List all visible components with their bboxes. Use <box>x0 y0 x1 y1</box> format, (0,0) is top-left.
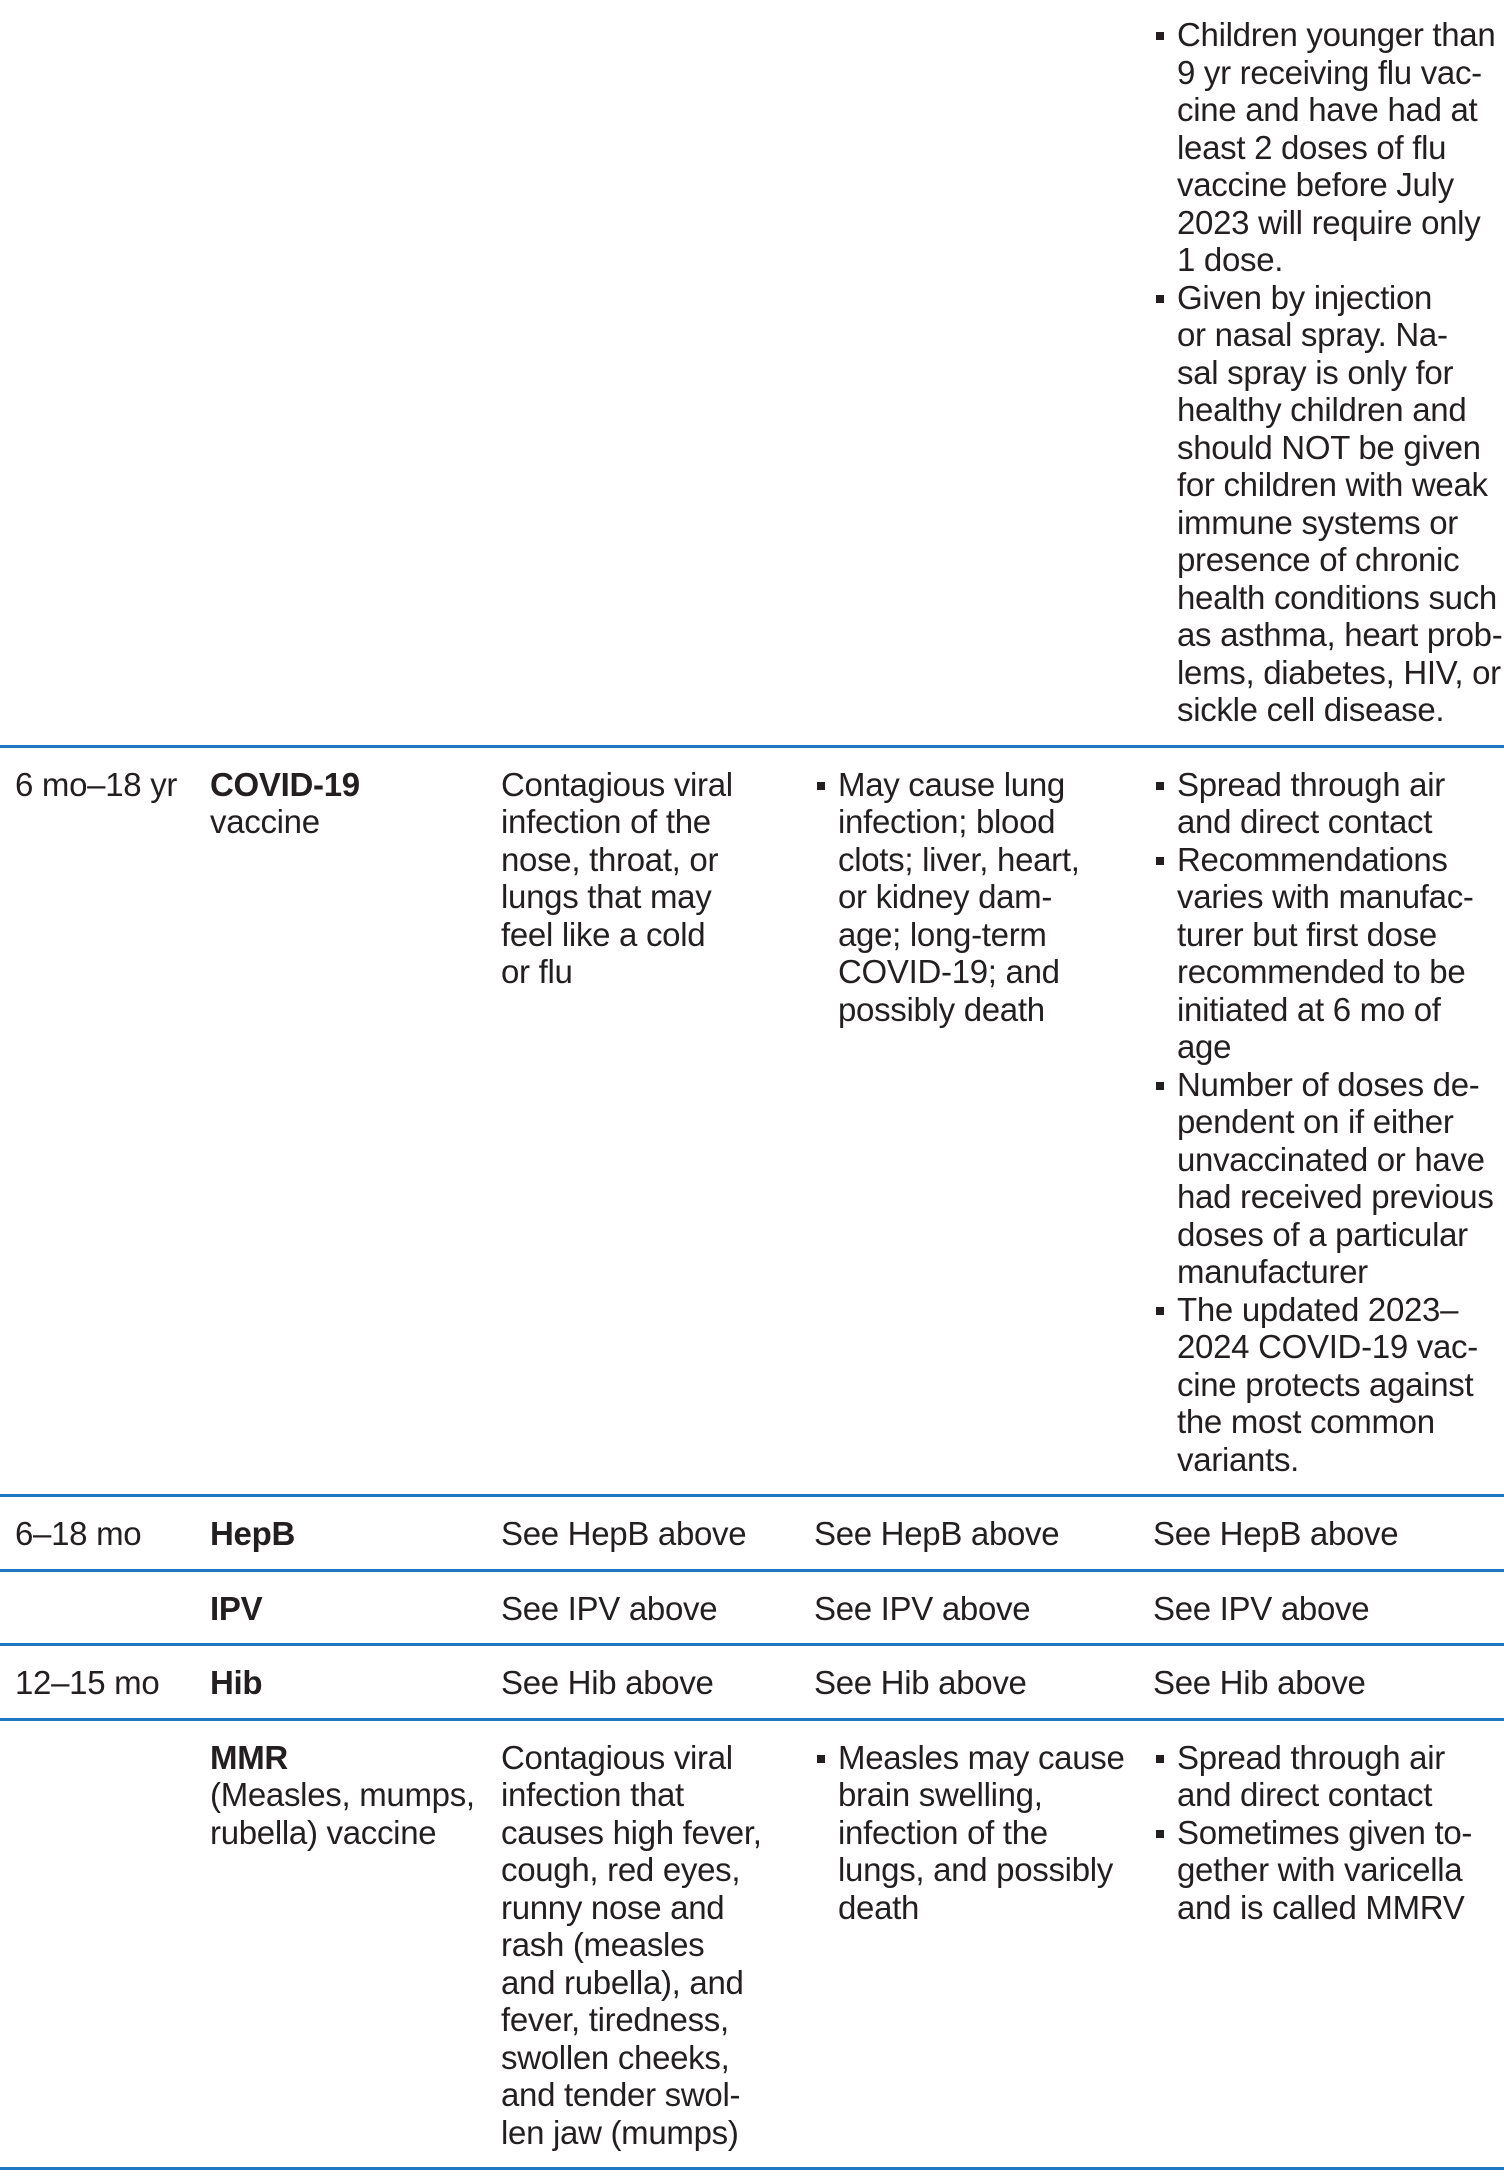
text-line: 9 yr receiving flu vac- <box>1177 53 1482 91</box>
text-line: or kidney dam- <box>838 878 1053 915</box>
notes-list <box>1153 766 1504 1479</box>
bullet-item <box>1153 1066 1504 1291</box>
text-line: and direct contact <box>1177 1776 1433 1813</box>
bullet-item <box>1153 1814 1504 1927</box>
vaccine-cell <box>195 1719 501 2169</box>
age-cell: 6–18 mo <box>0 1496 195 1571</box>
text-line: and direct contact <box>1177 803 1433 840</box>
text-line: brain swelling, <box>838 1776 1043 1813</box>
text-line: immune systems or <box>1177 503 1458 541</box>
vaccine-name: COVID-19 <box>210 765 360 803</box>
complications-cell <box>814 746 1153 1496</box>
text-line: clots; liver, heart, <box>838 840 1080 878</box>
notes-cell <box>1153 0 1504 746</box>
complications-list <box>814 766 1153 1029</box>
vaccine-cell <box>195 1645 501 1720</box>
age-cell <box>0 1570 195 1645</box>
text-line: Spread through air <box>1177 765 1445 803</box>
text-line: causes high fever, <box>501 1813 762 1851</box>
age-cell: 6 mo–18 yr <box>0 746 195 1496</box>
table-row <box>0 1496 1504 1571</box>
text-line: and rubella), and <box>501 1963 744 2001</box>
text-line: sickle cell disease. <box>1177 691 1445 728</box>
text-line: rash (measles <box>501 1926 705 1963</box>
text-line: Contagious viral <box>501 765 733 803</box>
text-line: Given by injection <box>1177 278 1433 316</box>
text-line: Recommendations <box>1177 840 1448 878</box>
text-line: Spread through air <box>1177 1738 1445 1776</box>
text-line: fever, tiredness, <box>501 2001 729 2038</box>
notes-cell <box>1153 746 1504 1496</box>
disease-cell <box>501 746 814 1496</box>
text-line: cine protects against <box>1177 1365 1474 1403</box>
text-line: presence of chronic <box>1177 541 1460 578</box>
vaccine-cell <box>195 746 501 1496</box>
text-line: least 2 doses of flu <box>1177 128 1447 166</box>
text-line: should NOT be given <box>1177 428 1481 466</box>
table-row <box>0 1719 1504 2169</box>
text-line: for children with weak <box>1177 466 1488 503</box>
text-line: or nasal spray. Na- <box>1177 316 1448 353</box>
text-line: The updated 2023– <box>1177 1290 1459 1328</box>
table-row <box>0 0 1504 746</box>
complications-cell: See HepB above <box>814 1496 1153 1571</box>
vaccine-cell <box>195 1496 501 1571</box>
table-row <box>0 1645 1504 1720</box>
text-line: initiated at 6 mo of <box>1177 990 1441 1028</box>
bullet-item <box>814 766 1153 1029</box>
bullet-item <box>1153 841 1504 1066</box>
complications-cell <box>814 1719 1153 2169</box>
text-line: manufacturer <box>1177 1253 1368 1290</box>
text-line: had received previous <box>1177 1178 1494 1215</box>
text-line: sal spray is only for <box>1177 353 1454 391</box>
text-line: varies with manufac- <box>1177 878 1474 915</box>
text-line: vaccine <box>210 803 320 840</box>
text-line: pendent on if either <box>1177 1103 1454 1140</box>
text-line: the most common <box>1177 1403 1435 1440</box>
table-row <box>0 1570 1504 1645</box>
notes-cell: See HepB above <box>1153 1496 1504 1571</box>
bullet-item <box>1153 16 1504 279</box>
bullet-item <box>1153 1739 1504 1814</box>
text-line: Children younger than <box>1177 16 1496 53</box>
text-line: age <box>1177 1028 1232 1065</box>
text-line: 2023 will require only <box>1177 203 1481 241</box>
text-line: feel like a cold <box>501 915 706 953</box>
text-line: healthy children and <box>1177 391 1467 428</box>
text-line: infection of the <box>501 803 711 840</box>
text-line: (Measles, mumps, <box>210 1776 475 1813</box>
text-line: gether with varicella <box>1177 1851 1463 1888</box>
complications-cell <box>814 0 1153 746</box>
disease-cell <box>501 1719 814 2169</box>
disease-cell: See HepB above <box>501 1496 814 1571</box>
text-line: recommended to be <box>1177 953 1466 990</box>
text-line: 1 dose. <box>1177 241 1284 278</box>
text-line: infection of the <box>838 1813 1048 1851</box>
notes-cell: See IPV above <box>1153 1570 1504 1645</box>
complications-cell: See IPV above <box>814 1570 1153 1645</box>
text-line: vaccine before July <box>1177 166 1454 203</box>
age-cell <box>0 0 195 746</box>
complications-list <box>814 1739 1153 1927</box>
text-line: and tender swol- <box>501 2076 741 2113</box>
vaccine-cell <box>195 1570 501 1645</box>
text-line: infection that <box>501 1776 684 1813</box>
bullet-item <box>1153 1291 1504 1479</box>
vaccine-name: MMR <box>210 1738 288 1776</box>
text-line: infection; blood <box>838 803 1056 840</box>
text-line: COVID-19; and <box>838 953 1060 990</box>
text-line: cough, red eyes, <box>501 1851 741 1888</box>
disease-cell <box>501 0 814 746</box>
notes-list <box>1153 1739 1504 1927</box>
text-line: May cause lung <box>838 765 1065 803</box>
text-line: lungs, and possibly <box>838 1851 1113 1888</box>
bullet-item <box>814 1739 1153 1927</box>
vaccine-cell <box>195 0 501 746</box>
text-line: Contagious viral <box>501 1738 733 1776</box>
bullet-item <box>1153 766 1504 841</box>
text-line: death <box>838 1888 920 1926</box>
complications-cell: See Hib above <box>814 1645 1153 1720</box>
disease-cell: See IPV above <box>501 1570 814 1645</box>
vaccine-name: IPV <box>210 1589 263 1627</box>
text-line: len jaw (mumps) <box>501 2113 739 2151</box>
text-line: as asthma, heart prob- <box>1177 616 1503 653</box>
bullet-item <box>1153 279 1504 729</box>
text-line: unvaccinated or have <box>1177 1140 1485 1178</box>
table-row <box>0 746 1504 1496</box>
text-line: swollen cheeks, <box>501 2038 730 2076</box>
text-line: age; long-term <box>838 915 1047 953</box>
text-line: Measles may cause <box>838 1738 1125 1776</box>
text-line: runny nose and <box>501 1888 725 1926</box>
text-line: and is called MMRV <box>1177 1888 1465 1926</box>
text-line: turer but first dose <box>1177 915 1437 953</box>
text-line: lungs that may <box>501 878 712 915</box>
text-line: possibly death <box>838 990 1045 1028</box>
vaccine-name: HepB <box>210 1515 295 1552</box>
text-line: variants. <box>1177 1440 1300 1478</box>
text-line: lems, diabetes, HIV, or <box>1177 653 1501 691</box>
disease-cell: See Hib above <box>501 1645 814 1720</box>
text-line: 2024 COVID-19 vac- <box>1177 1328 1478 1365</box>
text-line: doses of a particular <box>1177 1215 1468 1253</box>
text-line: health conditions such <box>1177 578 1497 616</box>
notes-list <box>1153 16 1504 729</box>
text-line: or flu <box>501 953 573 990</box>
text-line: Sometimes given to- <box>1177 1813 1473 1851</box>
age-cell: 12–15 mo <box>0 1645 195 1720</box>
text-line: rubella) vaccine <box>210 1813 437 1851</box>
age-cell <box>0 1719 195 2169</box>
notes-cell: See Hib above <box>1153 1645 1504 1720</box>
notes-cell <box>1153 1719 1504 2169</box>
vaccine-name: Hib <box>210 1664 263 1701</box>
text-line: nose, throat, or <box>501 840 719 878</box>
text-line: Number of doses de- <box>1177 1065 1480 1103</box>
text-line: cine and have had at <box>1177 91 1478 128</box>
